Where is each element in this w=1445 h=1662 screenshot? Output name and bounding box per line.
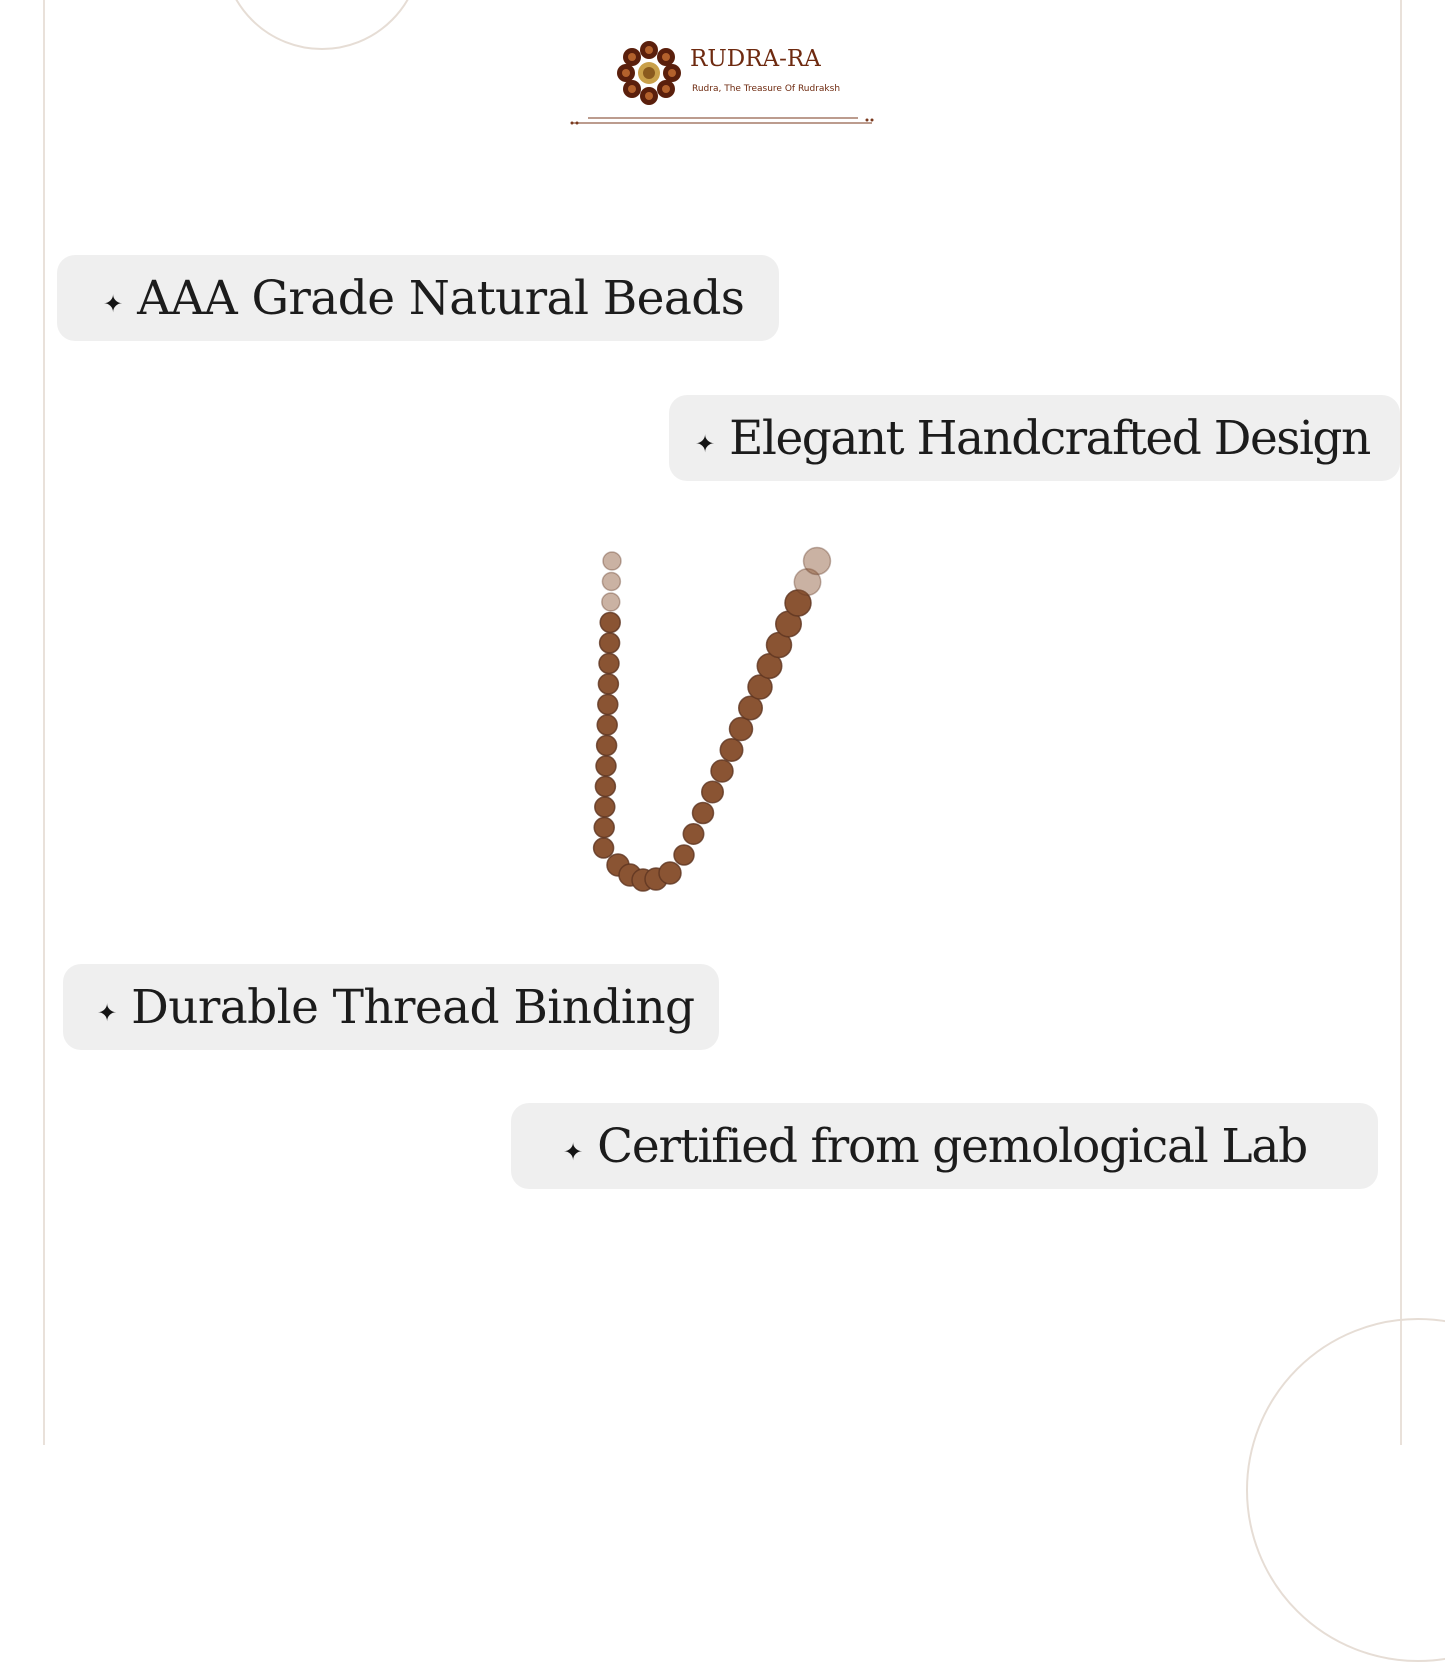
- feature-pill-certified: [511, 1103, 1378, 1189]
- brand-name: RUDRA-RA: [690, 46, 821, 72]
- frame-line-right: [1400, 0, 1402, 1445]
- brand-tagline: Rudra, The Treasure Of Rudraksh: [692, 84, 841, 94]
- rudraksha-bead: [720, 739, 743, 762]
- sparkle-icon: ✦: [97, 999, 118, 1027]
- decorative-circle-top: [222, 0, 422, 50]
- rudraksha-bead: [693, 803, 714, 824]
- rudraksha-bead: [600, 633, 620, 653]
- rudraksha-bead: [602, 573, 620, 591]
- decorative-circle-bottom: [1246, 1318, 1445, 1662]
- brand-logo[interactable]: [616, 40, 876, 130]
- rudraksha-bead: [711, 760, 733, 782]
- rudraksha-bead: [594, 838, 614, 858]
- rudraksha-bead: [659, 862, 681, 884]
- logo-divider: [566, 114, 878, 128]
- rudraksha-bead: [674, 845, 694, 865]
- feature-pill-aaa-grade: [57, 255, 779, 341]
- rudraksha-bead: [683, 824, 704, 845]
- sparkle-icon: ✦: [563, 1138, 584, 1166]
- rudraksha-bead: [594, 818, 614, 838]
- rudraksha-emblem-icon: [616, 40, 682, 106]
- rudraksha-bead: [804, 548, 831, 575]
- mala-beads: [594, 548, 831, 892]
- rudraksha-bead: [595, 777, 615, 797]
- rudraksha-bead: [600, 613, 620, 633]
- rudraksha-bead: [702, 781, 724, 803]
- feature-pill-handcrafted: [669, 395, 1400, 481]
- rudraksha-bead: [603, 552, 621, 570]
- feature-pill-thread-binding: [63, 964, 719, 1050]
- feature-label: Durable Thread Binding: [131, 979, 695, 1035]
- feature-label: Certified from gemological Lab: [597, 1118, 1308, 1174]
- sparkle-icon: ✦: [695, 430, 716, 458]
- frame-line-left: [43, 0, 45, 1445]
- rudraksha-bead: [598, 695, 618, 715]
- rudraksha-bead: [598, 674, 618, 694]
- sparkle-icon: ✦: [103, 290, 124, 318]
- rudraksha-bead: [599, 654, 619, 674]
- rudraksha-bead: [730, 718, 753, 741]
- rudraksha-bead: [596, 756, 616, 776]
- rudraksha-bead: [739, 696, 763, 720]
- feature-label: Elegant Handcrafted Design: [729, 410, 1370, 466]
- rudraksha-mala-image: [540, 535, 850, 905]
- rudraksha-bead: [595, 797, 615, 817]
- rudraksha-bead: [602, 593, 620, 611]
- rudraksha-bead: [597, 715, 617, 735]
- feature-label: AAA Grade Natural Beads: [137, 270, 745, 326]
- rudraksha-bead: [597, 736, 617, 756]
